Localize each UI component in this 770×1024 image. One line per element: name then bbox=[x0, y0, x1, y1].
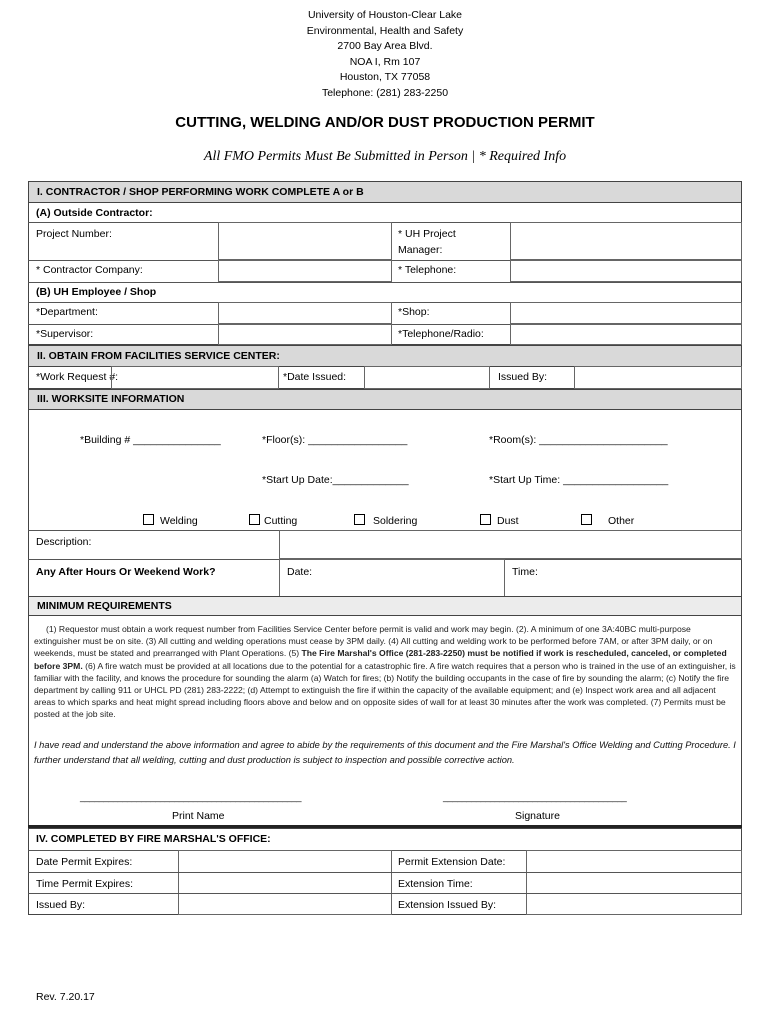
checkbox-label: Cutting bbox=[264, 515, 298, 527]
expires-fields[interactable] bbox=[178, 850, 392, 915]
checkbox-label: Welding bbox=[160, 515, 198, 527]
telephone-radio-label: *Telephone/Radio: bbox=[398, 328, 484, 340]
uh-pm-field[interactable] bbox=[510, 222, 742, 260]
org-header bbox=[0, 8, 770, 102]
section-1-heading: I. CONTRACTOR / SHOP PERFORMING WORK COMPLETE A or B bbox=[28, 181, 742, 203]
time-expires-label: Time Permit Expires: bbox=[36, 878, 134, 890]
header-line: Houston, TX 77058 bbox=[339, 71, 431, 84]
requirements-part: (1) Requestor must obtain a work request number from Facilities Service Center before permit is valid and work may begin. (2). A minimum of one 3A:40BC multi-purpose extinguisher must be on site. (3) All cutting and welding operations must cease by 3PM daily. (4) All cutting and welding work to be performed before 7AM, or after 3PM daily, or on weekends, must be stated and prearranged with Plant Operations. (5) bbox=[34, 624, 713, 659]
header-line: University of Houston-Clear Lake bbox=[307, 9, 463, 21]
checkbox-icon bbox=[480, 514, 491, 525]
supervisor-field[interactable] bbox=[218, 324, 392, 345]
date-label: Date: bbox=[287, 566, 313, 578]
shop-field[interactable] bbox=[510, 302, 742, 324]
welding-checkbox[interactable] bbox=[143, 514, 198, 527]
signature-line[interactable]: _______________________________________ bbox=[443, 792, 627, 802]
requirements-text bbox=[34, 623, 738, 721]
room-field[interactable]: *Room(s): ______________________ bbox=[489, 434, 668, 446]
section-2-heading: II. OBTAIN FROM FACILITIES SERVICE CENTER: bbox=[28, 345, 742, 367]
header-line: 2700 Bay Area Blvd. bbox=[337, 40, 433, 53]
work-request-field[interactable] bbox=[111, 366, 279, 389]
section-4-heading: IV. COMPLETED BY FIRE MARSHAL'S OFFICE: bbox=[36, 833, 271, 845]
requirements-emphasis: The Fire Marshal's Office (281-283-2250) must be notified if work is rescheduled, canceled, or completed before 3PM. bbox=[34, 648, 727, 671]
other-checkbox[interactable] bbox=[581, 514, 634, 527]
minimum-requirements-heading: MINIMUM REQUIREMENTS bbox=[28, 596, 742, 616]
revision-label: Rev. 7.20.17 bbox=[36, 991, 95, 1003]
department-field[interactable] bbox=[218, 302, 392, 324]
print-name-label: Print Name bbox=[172, 810, 225, 822]
issued-by-label: Issued By: bbox=[498, 371, 548, 383]
ext-date-label: Permit Extension Date: bbox=[398, 856, 506, 868]
date-issued-field[interactable] bbox=[364, 366, 490, 389]
issued-by-label-4: Issued By: bbox=[36, 899, 86, 911]
project-number-label: Project Number: bbox=[36, 228, 112, 240]
signature-label: Signature bbox=[515, 810, 560, 822]
page-title: CUTTING, WELDING AND/OR DUST PRODUCTION PERMIT bbox=[175, 114, 595, 131]
dust-checkbox[interactable] bbox=[480, 514, 519, 527]
header-line: NOA I, Rm 107 bbox=[349, 55, 421, 68]
uh-pm-label-1: * UH Project bbox=[398, 228, 456, 240]
start-date-field[interactable]: *Start Up Date:_____________ bbox=[262, 474, 409, 486]
date-expires-label: Date Permit Expires: bbox=[36, 856, 133, 868]
soldering-checkbox[interactable] bbox=[354, 514, 417, 527]
requirements-part: (6) A fire watch must be provided at all locations due to the potential for a catastrophic fire. A fire watch requires that a person who is trained in the use of an extinguisher, is familiar with the facility, and knows the procedure for sounding the alarm (a) Watch for fires; (b) Notify the building occupants in the case of fire by sounding the alarm; (c) Notify the fire department by calling 911 or UHCL PD (281) 283-2222; (d) Attempt to extinguish the fire if within the capacity of the available equipment; and (e) Inspect work area and all adjacent areas to which sparks and heat might spread including floors above and below and on opposite sides of wall for at least 30 minutes after the work was completed. (7) Permits must be posted at the job site. bbox=[34, 660, 736, 720]
page-subtitle: All FMO Permits Must Be Submitted in Person | * Required Info bbox=[203, 149, 567, 164]
cutting-checkbox[interactable] bbox=[249, 514, 297, 527]
date-issued-label: *Date Issued: bbox=[283, 371, 347, 383]
checkbox-label: Soldering bbox=[373, 515, 418, 527]
building-field[interactable]: *Building # _______________ bbox=[80, 434, 221, 446]
description-label: Description: bbox=[36, 536, 92, 548]
after-hours-date-field[interactable] bbox=[279, 559, 505, 597]
checkbox-icon bbox=[354, 514, 365, 525]
department-label: *Department: bbox=[36, 306, 98, 318]
print-name-line[interactable]: _______________________________________________ bbox=[80, 792, 302, 802]
checkbox-label: Other bbox=[608, 515, 635, 527]
telephone-radio-field[interactable] bbox=[510, 324, 742, 345]
issued-by-field[interactable] bbox=[574, 366, 742, 389]
start-time-field[interactable]: *Start Up Time: __________________ bbox=[489, 474, 669, 486]
time-label: Time: bbox=[512, 566, 538, 578]
subsection-a-heading: (A) Outside Contractor: bbox=[36, 207, 153, 219]
agreement-text: I have read and understand the above information and agree to abide by the requirements of this document and the Fire Marshal's Office Welding and Cutting Procedure. I further understand that all welding, cutting and dust production is subject to inspection and possible corrective action. bbox=[34, 740, 736, 765]
extension-fields[interactable] bbox=[526, 850, 742, 915]
section-3-heading: III. WORKSITE INFORMATION bbox=[28, 389, 742, 410]
subsection-b-heading: (B) UH Employee / Shop bbox=[36, 286, 157, 298]
checkbox-icon bbox=[143, 514, 154, 525]
project-number-field[interactable] bbox=[218, 222, 392, 260]
work-request-label: *Work Request #: bbox=[36, 371, 119, 383]
shop-label: *Shop: bbox=[398, 306, 430, 318]
uh-pm-label-2: Manager: bbox=[398, 244, 443, 256]
checkbox-label: Dust bbox=[497, 515, 519, 527]
ext-issued-label: Extension Issued By: bbox=[398, 899, 497, 911]
checkbox-icon bbox=[249, 514, 260, 525]
contractor-company-field[interactable] bbox=[218, 260, 392, 282]
header-line: Environmental, Health and Safety bbox=[306, 24, 464, 37]
supervisor-label: *Supervisor: bbox=[36, 328, 94, 340]
telephone-field[interactable] bbox=[510, 260, 742, 282]
header-line: Telephone: (281) 283-2250 bbox=[321, 86, 449, 99]
ext-time-label: Extension Time: bbox=[398, 878, 473, 890]
telephone-label: * Telephone: bbox=[398, 264, 457, 276]
after-hours-label: Any After Hours Or Weekend Work? bbox=[36, 566, 216, 578]
floor-field[interactable]: *Floor(s): _________________ bbox=[262, 434, 408, 446]
checkbox-icon bbox=[581, 514, 592, 525]
contractor-company-label: * Contractor Company: bbox=[36, 264, 143, 276]
description-field[interactable] bbox=[279, 530, 742, 559]
